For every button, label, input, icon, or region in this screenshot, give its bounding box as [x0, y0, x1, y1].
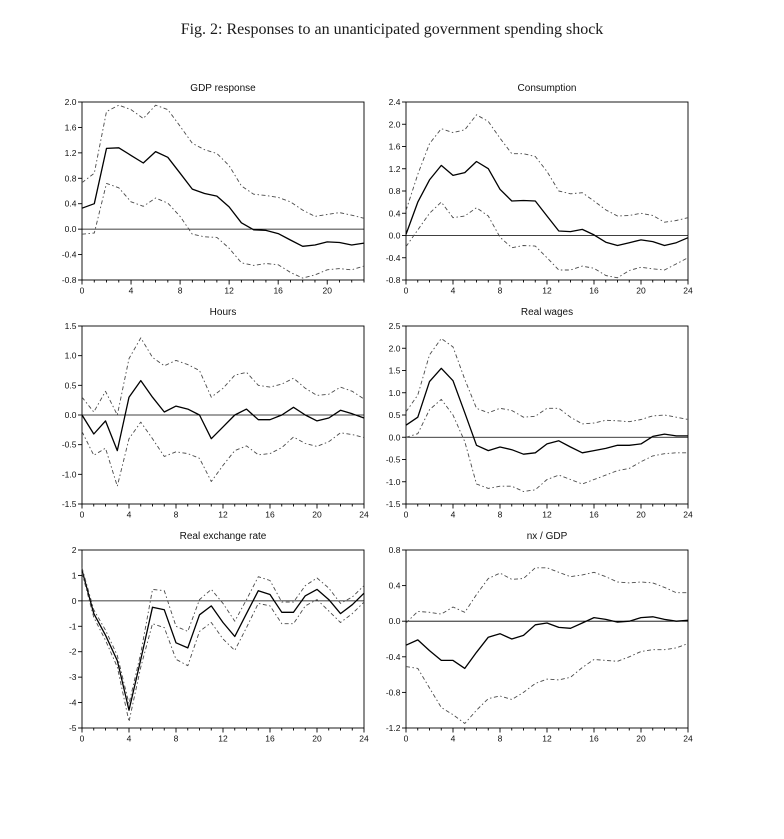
x-tick-label: 8: [497, 285, 503, 296]
x-tick-label: 4: [450, 509, 456, 520]
y-tick-label: 0.8: [64, 173, 77, 184]
x-tick-label: 8: [173, 733, 179, 744]
x-tick-label: 4: [126, 733, 132, 744]
hours-plot: [56, 320, 370, 524]
chart-title: Real exchange rate: [179, 531, 267, 542]
y-tick-label: 1: [71, 570, 77, 581]
plot-frame: [406, 102, 688, 280]
confidence-band-line: [82, 422, 364, 486]
confidence-band-line: [82, 183, 364, 278]
y-tick-label: 2.0: [64, 97, 77, 107]
chart-panel-hours: [56, 306, 370, 524]
response-line: [406, 162, 688, 246]
x-tick-label: 24: [359, 509, 369, 520]
x-tick-label: 16: [589, 509, 599, 520]
x-tick-label: 0: [79, 733, 85, 744]
x-tick-label: 0: [403, 733, 409, 744]
x-tick-label: 20: [636, 733, 646, 744]
x-tick-label: 20: [636, 285, 646, 296]
x-tick-label: 4: [450, 285, 456, 296]
plot-frame: [82, 102, 364, 280]
y-tick-label: 0.0: [64, 224, 77, 235]
y-tick-label: 2: [71, 545, 77, 555]
y-tick-label: 0.4: [64, 198, 77, 209]
chart-title: Real wages: [520, 307, 574, 318]
y-tick-label: -0.5: [385, 454, 401, 465]
x-tick-label: 8: [177, 285, 183, 296]
confidence-band-line: [406, 644, 688, 724]
response-line: [82, 381, 364, 451]
x-tick-label: 24: [683, 733, 693, 744]
y-tick-label: 1.5: [64, 321, 77, 331]
y-tick-label: -1.2: [385, 723, 401, 733]
x-tick-label: 8: [173, 509, 179, 520]
x-tick-label: 8: [497, 509, 503, 520]
chart-title: Consumption: [517, 83, 577, 94]
x-tick-label: 12: [542, 285, 552, 296]
y-tick-label: -0.5: [61, 439, 77, 450]
x-tick-label: 20: [636, 509, 646, 520]
y-tick-label: -1.5: [61, 499, 77, 509]
y-tick-label: 2.0: [388, 119, 401, 130]
y-tick-label: 1.6: [388, 141, 401, 152]
chart-title: nx / GDP: [526, 531, 568, 542]
x-tick-label: 20: [312, 733, 322, 744]
x-tick-label: 16: [265, 733, 275, 744]
x-tick-label: 12: [224, 285, 234, 296]
y-tick-label: 1.6: [64, 122, 77, 133]
y-tick-label: 1.0: [388, 387, 401, 398]
y-tick-label: -0.8: [61, 275, 77, 285]
x-tick-label: 20: [322, 285, 332, 296]
y-tick-label: 2.0: [388, 343, 401, 354]
figure-caption: Fig. 2: Responses to an unanticipated government spending shock: [180, 21, 604, 38]
y-tick-label: 0.5: [388, 410, 401, 420]
x-tick-label: 0: [79, 285, 85, 296]
y-tick-label: -4: [68, 697, 77, 708]
gdp-response-plot: [56, 96, 370, 300]
plot-frame: [406, 550, 688, 728]
x-tick-label: 0: [403, 285, 409, 296]
y-tick-label: -0.8: [385, 275, 401, 285]
chart-title: GDP response: [190, 83, 256, 94]
x-tick-label: 24: [683, 509, 693, 520]
x-tick-label: 12: [218, 509, 228, 520]
y-tick-label: 0.8: [388, 545, 401, 555]
chart-panel-gdp-response: [56, 82, 370, 300]
confidence-band-line: [406, 399, 688, 491]
x-tick-label: 4: [126, 509, 132, 520]
x-tick-label: 8: [497, 733, 503, 744]
y-tick-label: 0.0: [388, 230, 401, 241]
chart-panel-real-wages: [380, 306, 694, 524]
y-tick-label: 0.0: [64, 410, 77, 420]
y-tick-label: -0.4: [61, 249, 77, 260]
y-tick-label: 0: [71, 595, 77, 606]
y-tick-label: -0.8: [385, 687, 401, 698]
charts-grid: [56, 82, 694, 748]
confidence-band-line: [82, 573, 364, 722]
x-tick-label: 12: [218, 733, 228, 744]
x-tick-label: 24: [683, 285, 693, 296]
y-tick-label: -1.5: [385, 499, 401, 509]
x-tick-label: 4: [128, 285, 134, 296]
x-tick-label: 0: [403, 509, 409, 520]
y-tick-label: 0.0: [388, 616, 401, 627]
y-tick-label: 0.8: [388, 186, 401, 196]
response-line: [406, 617, 688, 669]
x-tick-label: 12: [542, 509, 552, 520]
response-line: [82, 148, 364, 247]
real-exchange-rate-plot: [56, 544, 370, 748]
y-tick-label: 0.0: [388, 432, 401, 443]
plot-frame: [82, 550, 364, 728]
response-line: [82, 570, 364, 710]
y-tick-label: -0.4: [385, 252, 401, 263]
y-tick-label: 0.4: [388, 208, 401, 219]
y-tick-label: 1.0: [64, 350, 77, 361]
y-tick-label: -3: [68, 672, 77, 683]
y-tick-label: 2.4: [388, 97, 401, 107]
chart-title: Hours: [209, 307, 237, 318]
x-tick-label: 16: [273, 285, 283, 296]
y-tick-label: -1.0: [61, 469, 77, 480]
real-wages-plot: [380, 320, 694, 524]
consumption-plot: [380, 96, 694, 300]
x-tick-label: 12: [542, 733, 552, 744]
y-tick-label: -0.4: [385, 651, 401, 662]
x-tick-label: 16: [589, 733, 599, 744]
y-tick-label: 1.5: [388, 365, 401, 376]
y-tick-label: -2: [68, 646, 77, 657]
chart-panel-nx-gdp: [380, 530, 694, 748]
x-tick-label: 20: [312, 509, 322, 520]
confidence-band-line: [406, 339, 688, 424]
x-tick-label: 0: [79, 509, 85, 520]
confidence-band-line: [82, 568, 364, 704]
x-tick-label: 24: [359, 733, 369, 744]
confidence-band-line: [406, 115, 688, 222]
y-tick-label: -1: [68, 621, 77, 632]
plot-frame: [406, 326, 688, 504]
y-tick-label: 0.5: [64, 380, 77, 391]
y-tick-label: -5: [68, 723, 77, 733]
response-line: [406, 368, 688, 454]
nx-gdp-plot: [380, 544, 694, 748]
x-tick-label: 16: [589, 285, 599, 296]
y-tick-label: 1.2: [388, 163, 401, 174]
y-tick-label: 1.2: [64, 147, 77, 158]
chart-panel-consumption: [380, 82, 694, 300]
chart-panel-real-exchange-rate: [56, 530, 370, 748]
y-tick-label: -1.0: [385, 476, 401, 487]
x-tick-label: 4: [450, 733, 456, 744]
y-tick-label: 2.5: [388, 321, 401, 331]
x-tick-label: 16: [265, 509, 275, 520]
confidence-band-line: [82, 338, 364, 415]
y-tick-label: 0.4: [388, 580, 401, 591]
confidence-band-line: [406, 568, 688, 623]
